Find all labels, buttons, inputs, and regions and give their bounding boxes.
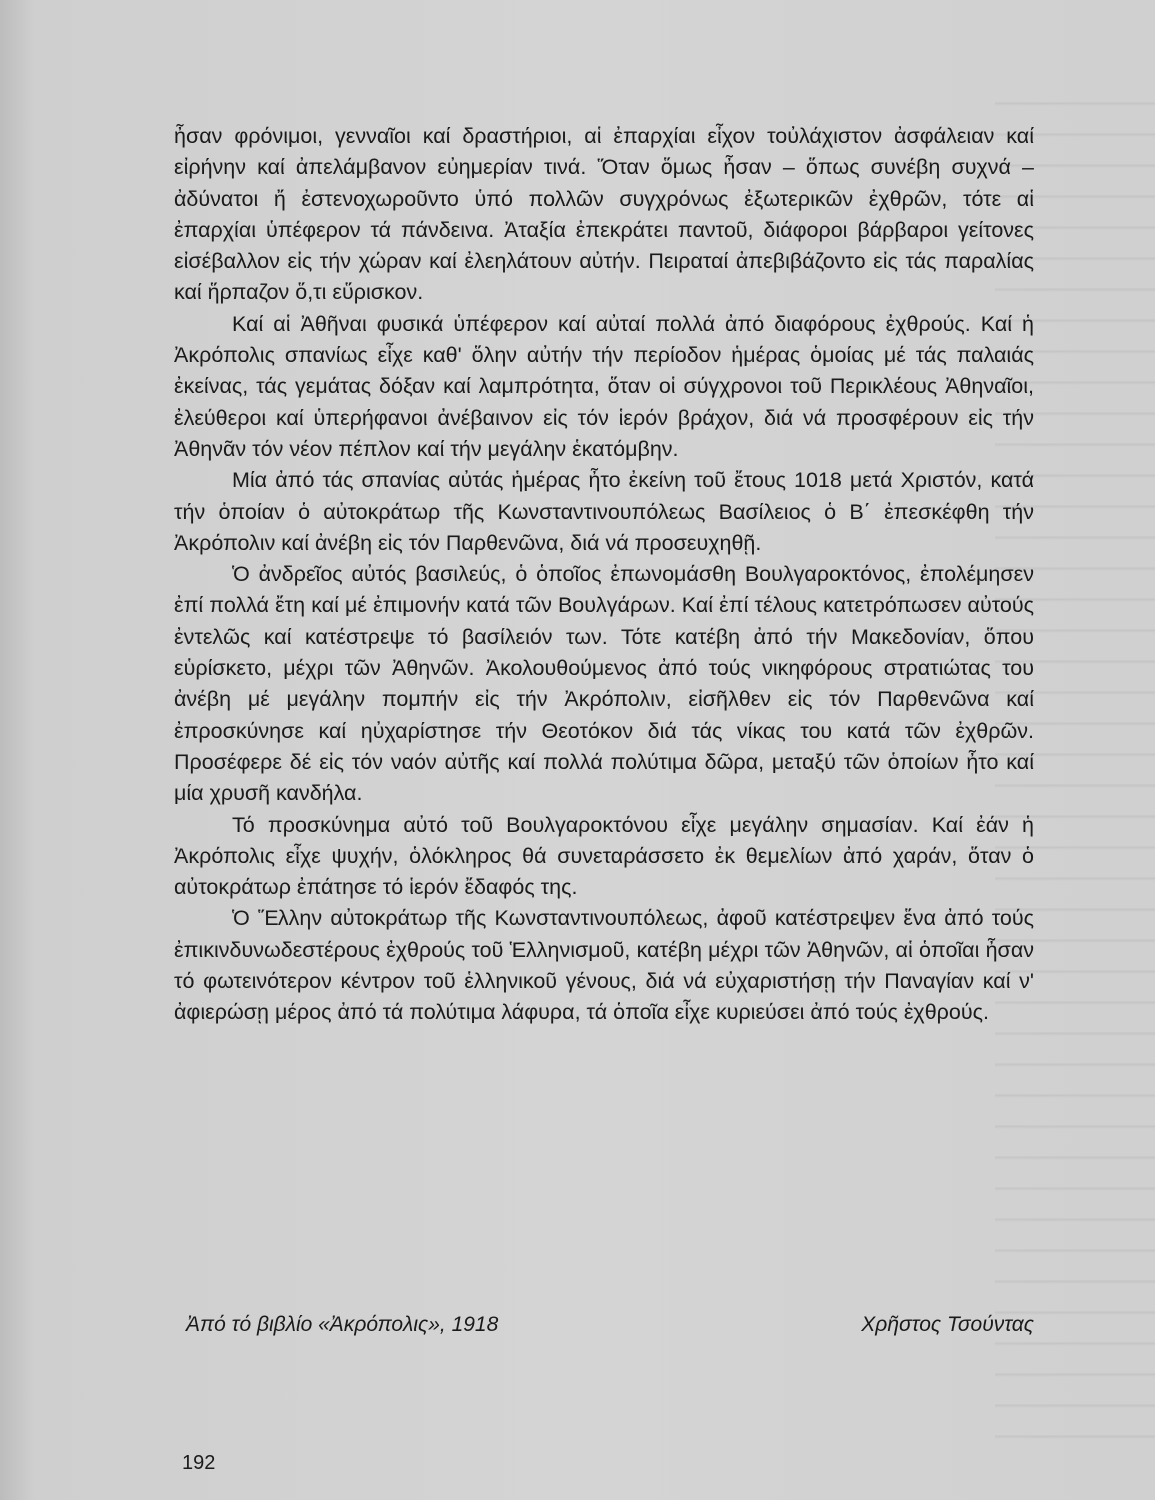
paragraph-4: Ὁ ἀνδρεῖος αὐτός βασιλεύς, ὁ ὁποῖος ἐπωνομάσθη Βουλγαροκτόνος, ἐπολέμησεν ἐπί πολλά ἔτη καί μέ ἐπιμονήν κατά τῶν Βουλγάρων. Καί ἐπί τέλους κατετρόπωσεν αὐτούς ἐντελῶς καί κατέστρεψε τό βασίλειόν των. Τότε κατέβη ἀπό τήν Μακεδονίαν, ὅπου εὑρίσκετο, μέχρι τῶν Ἀθηνῶν. Ἀκολουθούμενος ἀπό τούς νικηφόρους στρατιώτας του ἀνέβη μέ μεγάλην πομπήν εἰς τήν Ἀκρόπολιν, εἰσῆλθεν εἰς τόν Παρθενῶνα καί ἐπροσκύνησε καί ηὐχαρίστησε τήν Θεοτόκον διά τάς νίκας του κατά τῶν ἐχθρῶν. Προσέφερε δέ εἰς τόν ναόν αὐτῆς καί πολλά πολύτιμα δῶρα, μεταξύ τῶν ὁποίων ἦτο καί μία χρυσῆ κανδήλα. [174, 562, 1034, 806]
source-citation: Ἀπό τό βιβλίο «Ἀκρόπολις», 1918 [186, 1313, 499, 1336]
paragraph-2: Καί αἱ Ἀθῆναι φυσικά ὑπέφερον καί αὐταί πολλά ἀπό διαφόρους ἐχθρούς. Καί ἡ Ἀκρόπολις σπανίως εἶχε καθ' ὅλην αὐτήν τήν περίοδον ἡμέρας ὁμοίας μέ τάς παλαιάς ἐκείνας, τάς γεμάτας δόξαν καί λαμπρότητα, ὅταν οἱ σύγχρονοι τοῦ Περικλέους Ἀθηναῖοι, ἐλεύθεροι καί ὑπερήφανοι ἀνέβαινον εἰς τόν ἱερόν βράχον, διά νά προσφέρουν εἰς τήν Ἀθηνᾶν τόν νέον πέπλον καί τήν μεγάλην ἑκατόμβην. [174, 311, 1034, 461]
citation-line [186, 1313, 1034, 1337]
page-number: 192 [182, 1452, 216, 1474]
body-text [174, 121, 1034, 1029]
author-name: Χρῆστος Τσούντας [861, 1313, 1034, 1336]
paragraph-3: Μία ἀπό τάς σπανίας αὐτάς ἡμέρας ἦτο ἐκείνη τοῦ ἔτους 1018 μετά Χριστόν, κατά τήν ὁποίαν ὁ αὐτοκράτωρ τῆς Κωνσταντινουπόλεως Βασίλειος ὁ Β΄ ἐπεσκέφθη τήν Ἀκρόπολιν καί ἀνέβη εἰς τόν Παρθενῶνα, διά νά προσευχηθῇ. [174, 468, 1034, 555]
paragraph-1: ἦσαν φρόνιμοι, γενναῖοι καί δραστήριοι, αἱ ἐπαρχίαι εἶχον τοὐλάχιστον ἀσφάλειαν καί εἰρήνην καί ἀπελάμβανον εὐημερίαν τινά. Ὅταν ὅμως ἦσαν – ὅπως συνέβη συχνά – ἀδύνατοι ἤ ἐστενοχωροῦντο ὑπό πολλῶν συγχρόνως ἐξωτερικῶν ἐχθρῶν, τότε αἱ ἐπαρχίαι ὑπέφερον τά πάνδεινα. Ἀταξία ἐπεκράτει παντοῦ, διάφοροι βάρβαροι γείτονες εἰσέβαλλον εἰς τήν χώραν καί ἐλεηλάτουν αὐτήν. Πειραταί ἀπεβιβάζοντο εἰς τάς παραλίας καί ἥρπαζον ὅ,τι εὕρισκον. [174, 124, 1034, 305]
paragraph-6: Ὁ Ἕλλην αὐτοκράτωρ τῆς Κωνσταντινουπόλεως, ἀφοῦ κατέστρεψεν ἕνα ἀπό τούς ἐπικινδυνωδεστέρους ἐχθρούς τοῦ Ἑλληνισμοῦ, κατέβη μέχρι τῶν Ἀθηνῶν, αἱ ὁποῖαι ἦσαν τό φωτεινότερον κέντρον τοῦ ἑλληνικοῦ γένους, διά νά εὐχαριστήσῃ τήν Παναγίαν καί ν' ἀφιερώσῃ μέρος ἀπό τά πολύτιμα λάφυρα, τά ὁποῖα εἶχε κυριεύσει ἀπό τούς ἐχθρούς. [174, 906, 1034, 1025]
paragraph-5: Τό προσκύνημα αὐτό τοῦ Βουλγαροκτόνου εἶχε μεγάλην σημασίαν. Καί ἐάν ἡ Ἀκρόπολις εἶχε ψυχήν, ὁλόκληρος θά συνεταράσσετο ἐκ θεμελίων ἀπό χαράν, ὅταν ὁ αὐτοκράτωρ ἐπάτησε τό ἱερόν ἔδαφός της. [174, 812, 1034, 900]
